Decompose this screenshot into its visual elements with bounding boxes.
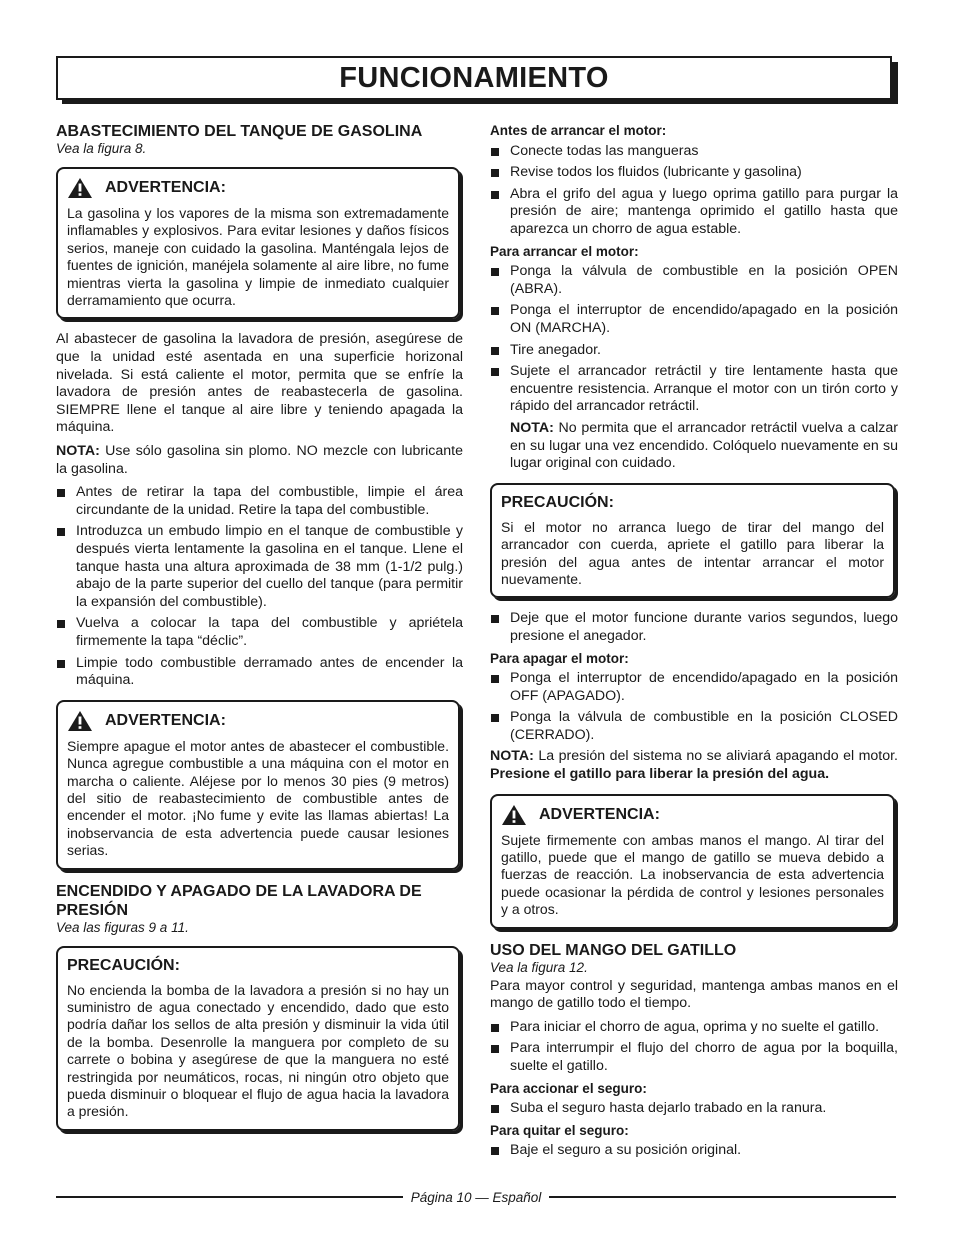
bullet-square-icon	[491, 1147, 499, 1155]
left-column	[56, 122, 463, 1143]
bullet-square-icon	[57, 528, 65, 536]
bullet-square-icon	[491, 714, 499, 722]
bullet-list	[490, 1142, 898, 1160]
warning-header	[67, 710, 449, 732]
figure-ref: Vea las figuras 9 a 11.	[56, 919, 189, 935]
section-heading-start-stop: ENCENDIDO Y APAGADO DE LA LAVADORA DE PRESIÓN	[56, 882, 422, 919]
bullet-list	[490, 670, 898, 744]
paragraph: Para mayor control y seguridad, mantenga ambas manos en el mango de gatillo todo el tiempo.	[490, 977, 898, 1012]
list-item-text: Para interrumpir el flujo del chorro de agua por la boquilla, suelte el gatillo.	[510, 1040, 898, 1075]
section-heading-fuel: ABASTECIMIENTO DEL TANQUE DE GASOLINA	[56, 123, 423, 140]
list-item-text: Antes de retirar la tapa del combustible, limpie el área circundante de la unidad. Retire la tapa del combustible.	[76, 484, 463, 518]
warning-triangle-icon	[501, 804, 527, 826]
list-item-text: Limpie todo combustible derramado antes de encender la máquina.	[76, 654, 463, 689]
list-item-text: Introduzca un embudo limpio en el tanque de combustible y después vierta lentamente la gasolina en el tanque. Llene el tanque hasta una altura aproximada de 38 mm (1-1/2 pulg.) abajo de la parte superior del cuello del tanque (para permitir la expansión del combustible).	[76, 523, 463, 610]
list-item-text: Conecte todas las mangueras	[510, 142, 699, 159]
list-item	[490, 1142, 898, 1160]
list-item	[490, 709, 898, 744]
warning-label: ADVERTENCIA:	[539, 805, 660, 823]
list-item	[56, 655, 463, 690]
note-label: NOTA:	[510, 419, 554, 436]
caution-header: PRECAUCIÓN:	[67, 956, 180, 974]
page-footer	[56, 1188, 896, 1206]
list-item	[490, 143, 898, 161]
list-item	[490, 342, 898, 360]
bullet-list	[490, 143, 898, 239]
page-number: Página 10 — Español	[410, 1189, 542, 1205]
list-item-text: Sujete el arrancador retráctil y tire lentamente hasta que encuentre resistencia. Arranque el motor con un tirón corto y rápido del arrancador retráctil.	[510, 363, 898, 415]
bullet-square-icon	[491, 268, 499, 276]
caution-text: No encienda la bomba de la lavadora a presión si no hay un suministro de agua conectado y encendido, dado que esto podría dañar los sellos de alta presión y disminuir la vida útil de la bomba. Desenrolle la manguera por completo de su carrete o bobina y asegúrese de que la manguera no esté restringida por neumáticos, rocas, ni ningún otro objeto que pueda disminuir o bloquear el flujo de agua hacia la lavadora a presión.	[67, 981, 449, 1120]
list-item-text: Deje que el motor funcione durante varios segundos, luego presione el anegador.	[510, 610, 898, 644]
bullet-list	[56, 484, 463, 690]
right-column	[490, 122, 898, 1164]
warning-header	[501, 804, 884, 826]
list-item	[490, 186, 898, 239]
note-label: NOTA:	[56, 443, 100, 459]
page-title: FUNCIONAMIENTO	[56, 56, 892, 100]
subheading: Para quitar el seguro:	[490, 1122, 629, 1138]
bullet-list	[490, 263, 898, 416]
list-item-text: Ponga el interruptor de encendido/apagado en la posición OFF (APAGADO).	[510, 670, 898, 704]
list-item-text: Vuelva a colocar la tapa del combustible y apriétela firmemente la tapa “déclic”.	[76, 615, 463, 649]
caution-box	[490, 483, 895, 599]
warning-text: La gasolina y los vapores de la misma son extremadamente inflamables y explosivos. Para evitar lesiones y daños físicos serios, maneje con cuidado la gasolina. Manténgala lejos de fuentes de ignición, manéjela solamente al aire libre, no fume mientras vierta la gasolina y limpie de inmediato cualquier derramamiento que ocurra.	[67, 205, 449, 309]
note	[56, 443, 463, 478]
list-item-text: Baje el seguro a su posición original.	[510, 1142, 742, 1159]
note-text: Use sólo gasolina sin plomo. NO mezcle con lubricante la gasolina.	[56, 443, 463, 477]
bullet-square-icon	[491, 307, 499, 315]
bullet-square-icon	[491, 368, 499, 376]
bullet-square-icon	[491, 1045, 499, 1053]
list-item	[56, 523, 463, 611]
caution-box	[56, 946, 460, 1131]
subheading: Para accionar el seguro:	[490, 1080, 647, 1096]
list-item-text: Para iniciar el chorro de agua, oprima y no suelte el gatillo.	[510, 1018, 880, 1035]
list-item-text: Ponga el interruptor de encendido/apagado en la posición ON (MARCHA).	[510, 302, 898, 336]
bullet-square-icon	[491, 347, 499, 355]
list-item	[490, 263, 898, 298]
list-item-text: Suba el seguro hasta dejarlo trabado en la ranura.	[510, 1100, 827, 1117]
list-item	[490, 164, 898, 182]
list-item-text: Revise todos los fluidos (lubricante y gasolina)	[510, 164, 802, 181]
warning-triangle-icon	[67, 710, 93, 732]
list-item	[490, 1019, 898, 1037]
note	[490, 420, 898, 473]
warning-label: ADVERTENCIA:	[105, 711, 226, 729]
warning-box	[56, 167, 460, 319]
footer-rule-left	[56, 1196, 403, 1198]
caution-header: PRECAUCIÓN:	[501, 493, 614, 511]
list-item-text: Abra el grifo del agua y luego oprima gatillo para purgar la presión de aire; mantenga oprimido el gatillo hasta que aparezca un chorro de agua estable.	[510, 185, 898, 237]
list-item	[56, 484, 463, 519]
warning-triangle-icon	[67, 177, 93, 199]
list-item	[490, 610, 898, 645]
warning-header	[67, 177, 449, 199]
note-text: No permita que el arrancador retráctil vuelva a calzar en su lugar una vez encendido. Colóquelo nuevamente en su lugar original con cuidado.	[510, 419, 898, 472]
list-item	[490, 363, 898, 416]
note-label: NOTA:	[490, 748, 534, 765]
list-item-text: Tire anegador.	[510, 341, 601, 358]
warning-text: Siempre apague el motor antes de abastecer el combustible. Nunca agregue combustible a una máquina con el motor en marcha o caliente. Aléjese por lo menos 30 pies (9 metros) del sitio de reabastecimiento de combustible antes de encender el motor. ¡No fume y evite las llamas abiertas! La inobservancia de esta advertencia puede causar lesiones serias.	[67, 737, 449, 859]
bullet-list	[490, 1100, 898, 1118]
bullet-square-icon	[491, 169, 499, 177]
bullet-square-icon	[491, 148, 499, 156]
list-item	[490, 1100, 898, 1118]
subheading: Antes de arrancar el motor:	[490, 123, 667, 138]
bullet-square-icon	[57, 660, 65, 668]
footer-rule-right	[549, 1196, 896, 1198]
list-item	[490, 1040, 898, 1075]
list-item-text: Ponga la válvula de combustible en la posición OPEN (ABRA).	[510, 263, 898, 297]
list-item-text: Ponga la válvula de combustible en la posición CLOSED (CERRADO).	[510, 709, 898, 743]
note-text: La presión del sistema no se aliviará apagando el motor.	[533, 748, 898, 765]
bullet-square-icon	[491, 1105, 499, 1113]
warning-label: ADVERTENCIA:	[105, 179, 226, 196]
paragraph: Al abastecer de gasolina la lavadora de presión, asegúrese de que la unidad esté asentada en una superficie horizonal nivelada. Si está caliente el motor, permita que se enfríe la lavadora de presión antes de reabastecerla de gasolina. SIEMPRE llene el tanque al aire libre y teniendo apagada la máquina.	[56, 331, 463, 436]
warning-box	[490, 794, 895, 929]
caution-text: Si el motor no arranca luego de tirar del mango del arrancador con cuerda, apriete el gatillo para liberar la presión del agua antes de intentar arrancar el motor nuevamente.	[501, 518, 884, 587]
list-item	[490, 302, 898, 337]
note-bold-text: Presione el gatillo para liberar la presión del agua.	[490, 766, 830, 783]
bullet-square-icon	[491, 1024, 499, 1032]
figure-ref: Vea la figura 12.	[490, 959, 588, 975]
note	[490, 748, 898, 783]
bullet-list	[490, 610, 898, 645]
warning-text: Sujete firmemente con ambas manos el mango. Al tirar del gatillo, puede que el mango de gatillo se mueva debido a fuerzas de reacción. La inobservancia de esta advertencia puede ocasionar la pérdida de control y lesiones personales y a otros.	[501, 831, 884, 918]
bullet-square-icon	[57, 489, 65, 497]
figure-ref: Vea la figura 8.	[56, 141, 147, 156]
title-banner	[56, 56, 892, 98]
section-heading-trigger: USO DEL MANGO DEL GATILLO	[490, 941, 737, 959]
bullet-square-icon	[491, 191, 499, 199]
list-item	[490, 670, 898, 705]
subheading: Para arrancar el motor:	[490, 243, 639, 259]
bullet-square-icon	[491, 675, 499, 683]
subheading: Para apagar el motor:	[490, 650, 629, 666]
list-item	[56, 615, 463, 650]
warning-box	[56, 700, 460, 870]
bullet-square-icon	[491, 615, 499, 623]
bullet-list	[490, 1019, 898, 1076]
bullet-square-icon	[57, 620, 65, 628]
